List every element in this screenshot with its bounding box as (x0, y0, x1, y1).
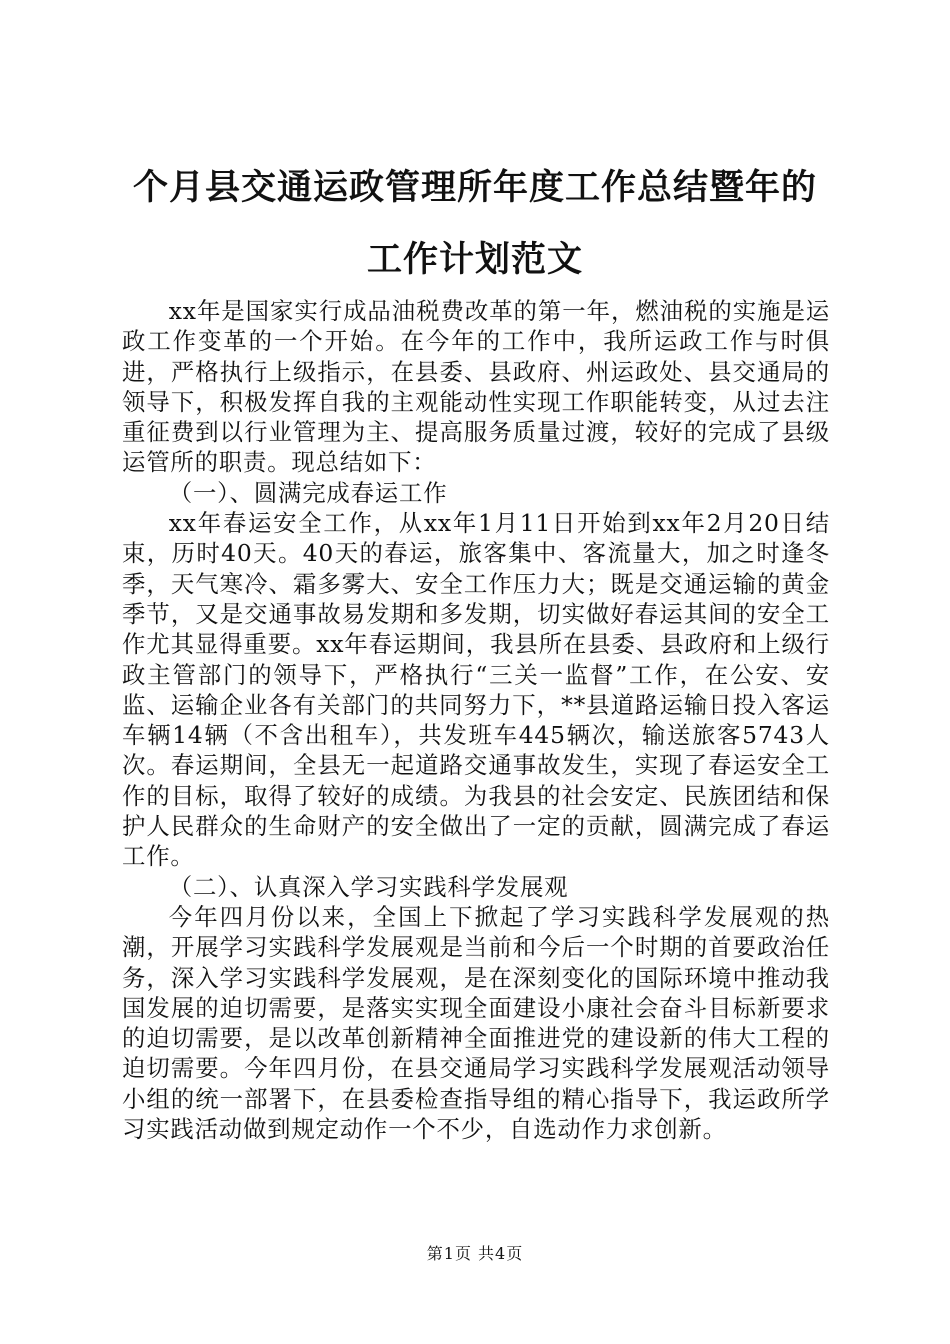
intro-paragraph: xx年是国家实行成品油税费改革的第一年，燃油税的实施是运政工作变革的一个开始。在今年的工作中，我所运政工作与时俱进，严格执行上级指示，在县委、县政府、州运政处、县交通局的领导下，积极发挥自我的主观能动性实现工作职能转变，从过去注重征费到以行业管理为主、提高服务质量过渡，较好的完成了县级运管所的职责。现总结如下： (122, 297, 830, 477)
document-body (122, 296, 830, 1144)
scientific-development-paragraph: 今年四月份以来，全国上下掀起了学习实践科学发展观的热潮，开展学习实践科学发展观是当前和今后一个时期的首要政治任务，深入学习实践科学发展观，是在深刻变化的国际环境中推动我国发展的迫切需要，是落实实现全面建设小康社会奋斗目标新要求的迫切需要，是以改革创新精神全面推进党的建设新的伟大工程的迫切需要。今年四月份，在县交通局学习实践科学发展观活动领导小组的统一部署下，在县委检查指导组的精心指导下，我运政所学习实践活动做到规定动作一个不少，自选动作力求创新。 (122, 902, 830, 1144)
section-heading-1: （一）、圆满完成春运工作 (168, 478, 448, 507)
section-heading-2: （二）、认真深入学习实践科学发展观 (168, 872, 569, 901)
spring-transport-paragraph: xx年春运安全工作，从xx年1月11日开始到xx年2月20日结束，历时40天。40天的春运，旅客集中、客流量大，加之时逢冬季，天气寒冷、霜多雾大、安全工作压力大；既是交通运输的黄金季节，又是交通事故易发期和多发期，切实做好春运其间的安全工作尤其显得重要。xx年春运期间，我县所在县委、县政府和上级行政主管部门的领导下，严格执行“三关一监督”工作，在公安、安监、运输企业各有关部门的共同努力下，**县道路运输日投入客运车辆14辆（不含出租车），共发班车445辆次，输送旅客5743人次。春运期间，全县无一起道路交通事故发生，实现了春运安全工作的目标，取得了较好的成绩。为我县的社会安定、民族团结和保护人民群众的生命财产的安全做出了一定的贡献，圆满完成了春运工作。 (122, 509, 830, 871)
document-title: 个月县交通运政管理所年度工作总结暨年的工作计划范文 (132, 167, 817, 280)
page-footer: 第1页 共4页 (426, 1244, 524, 1263)
